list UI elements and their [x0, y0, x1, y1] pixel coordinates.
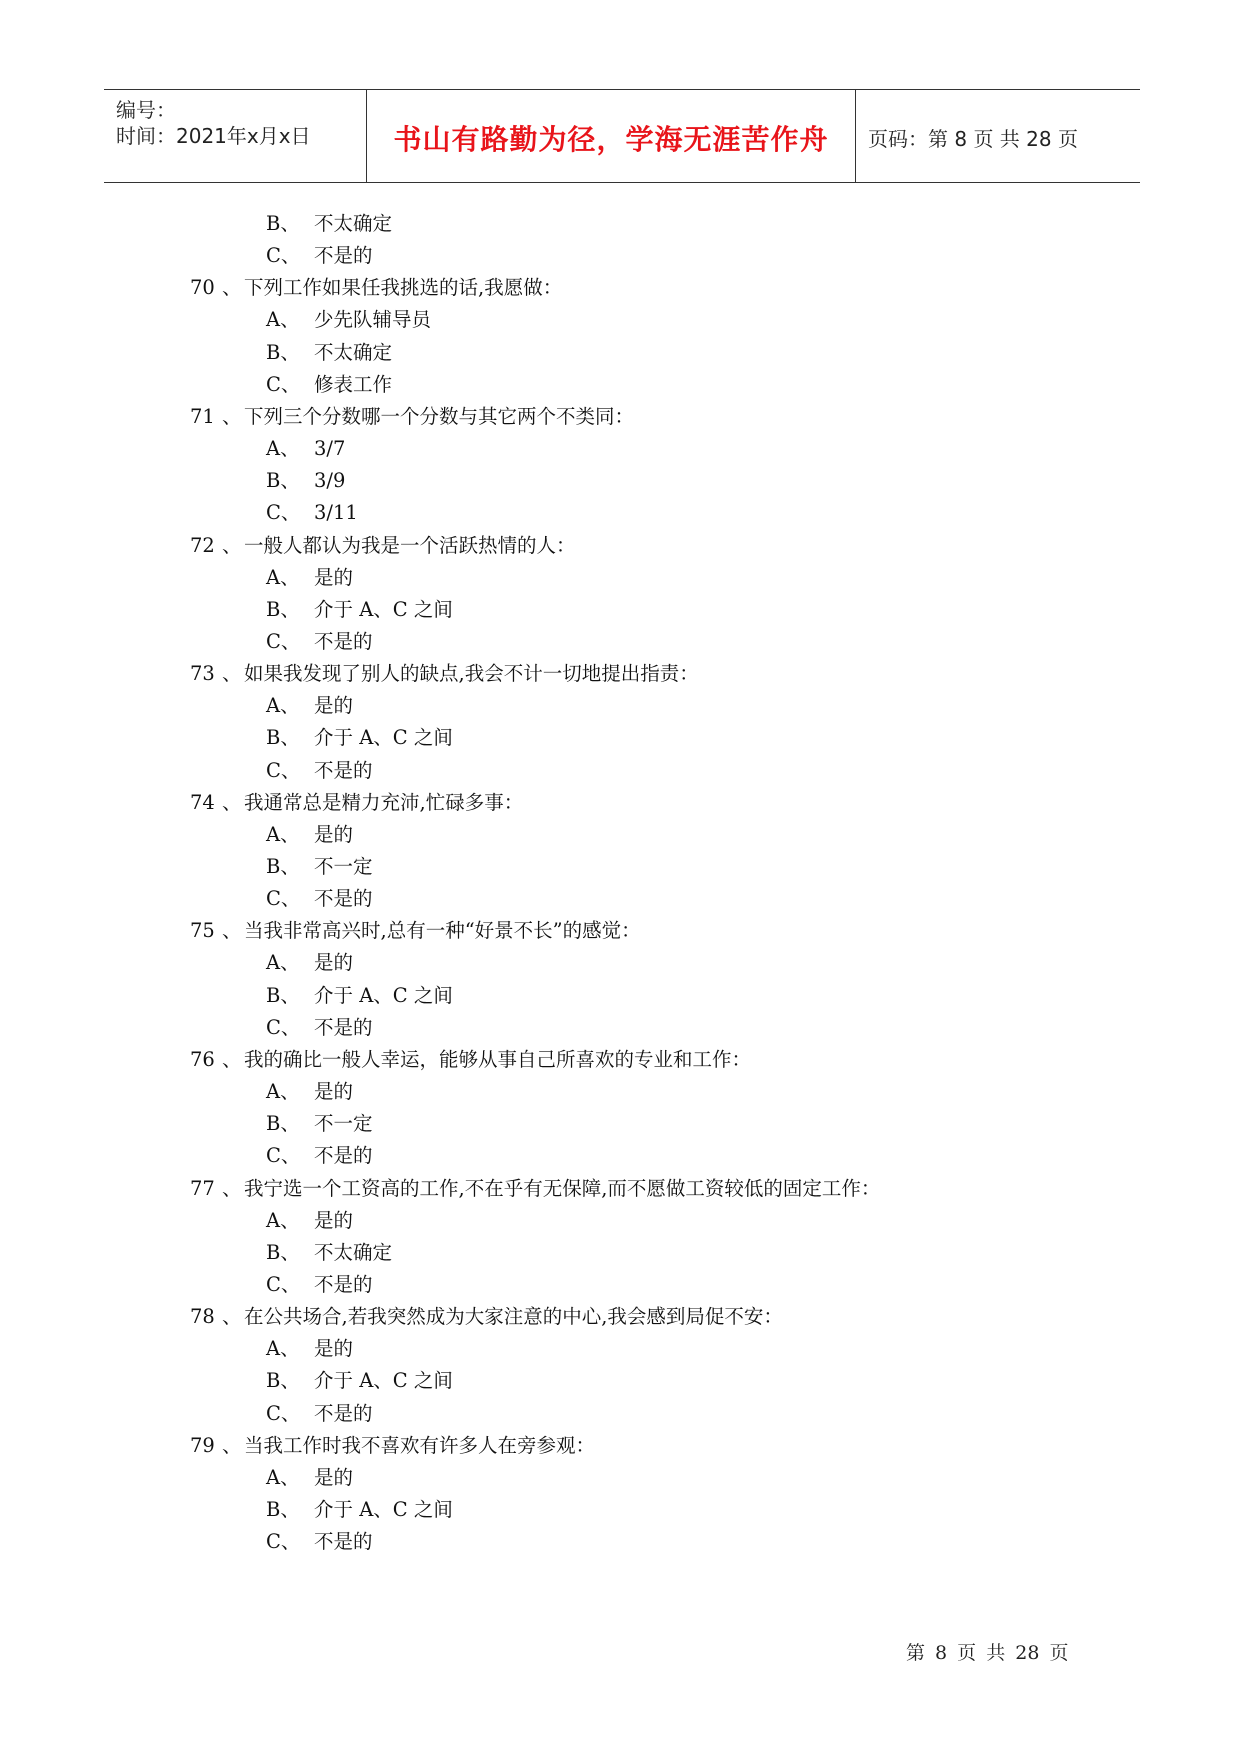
option-letter: B、 [266, 1240, 300, 1264]
option-text: 不是的 [314, 758, 373, 782]
option-letter: C、 [266, 1144, 301, 1168]
option-text: 不一定 [314, 1112, 373, 1136]
option-text: 是的 [314, 1080, 354, 1103]
option-letter: A、 [266, 1337, 300, 1361]
question-separator: 、 [222, 1305, 242, 1329]
option-letter: A、 [266, 822, 300, 846]
option-text: 是的 [314, 1337, 354, 1361]
question-number: 75 [190, 919, 215, 943]
header-page-cell [856, 90, 1140, 182]
option-letter: C、 [266, 758, 301, 782]
option-letter: B、 [266, 597, 300, 621]
option-letter: A、 [266, 1465, 300, 1489]
option-text: 介于 A、C 之间 [314, 1369, 453, 1393]
option-text: 不是的 [314, 244, 373, 268]
question-text: 下列工作如果任我挑选的话,我愿做： [244, 276, 563, 300]
question-number: 76 [190, 1047, 215, 1071]
option-text: 是的 [314, 694, 354, 718]
option-letter: C、 [266, 630, 301, 653]
question-number: 71 [190, 404, 215, 428]
option-text: 不太确定 [314, 1240, 393, 1264]
page-header [104, 89, 1140, 183]
option-letter: A、 [266, 694, 300, 718]
option-letter: B、 [266, 212, 300, 235]
option-text: 3/9 [314, 469, 346, 493]
option-letter: B、 [266, 983, 300, 1007]
option-letter: C、 [266, 244, 301, 268]
question-text: 在公共场合,若我突然成为大家注意的中心,我会感到局促不安： [244, 1305, 783, 1329]
option-text: 不是的 [314, 1401, 373, 1425]
option-letter: A、 [266, 565, 300, 589]
option-letter: C、 [266, 501, 301, 525]
option-letter: C、 [266, 372, 301, 396]
header-info-cell [104, 90, 367, 182]
question-separator: 、 [222, 790, 242, 814]
option-text: 少先队辅导员 [314, 308, 432, 332]
question-text: 如果我发现了别人的缺点,我会不计一切地提出指责： [244, 662, 699, 686]
option-text: 是的 [314, 822, 354, 846]
option-letter: C、 [266, 887, 301, 911]
option-text: 介于 A、C 之间 [314, 597, 453, 621]
option-text: 3/11 [314, 501, 358, 525]
question-text: 当我工作时我不喜欢有许多人在旁参观： [244, 1433, 596, 1457]
option-text: 不一定 [314, 855, 373, 878]
question-separator: 、 [222, 1433, 242, 1457]
option-text: 是的 [314, 1465, 354, 1489]
question-number: 78 [190, 1305, 215, 1329]
option-text: 介于 A、C 之间 [314, 983, 453, 1007]
option-letter: B、 [266, 1369, 300, 1393]
option-text: 是的 [314, 1208, 354, 1232]
header-motto-cell [367, 90, 856, 182]
option-letter: A、 [266, 1208, 300, 1232]
question-number: 74 [190, 790, 215, 814]
question-text: 当我非常高兴时,总有一种“好景不长”的感觉： [244, 919, 641, 943]
option-text: 不是的 [314, 887, 373, 911]
question-text: 我通常总是精力充沛,忙碌多事： [244, 790, 524, 814]
option-letter: A、 [266, 1080, 300, 1103]
option-text: 不是的 [314, 1530, 373, 1554]
option-text: 不太确定 [314, 340, 393, 364]
option-letter: C、 [266, 1401, 301, 1425]
option-letter: B、 [266, 855, 300, 878]
question-number: 70 [190, 276, 215, 300]
question-separator: 、 [222, 533, 242, 557]
question-separator: 、 [222, 919, 242, 943]
option-text: 修表工作 [314, 372, 393, 396]
option-letter: B、 [266, 1112, 300, 1136]
question-number: 77 [190, 1176, 215, 1200]
option-letter: A、 [266, 951, 300, 975]
option-letter: B、 [266, 726, 300, 750]
option-text: 不是的 [314, 630, 373, 653]
option-letter: C、 [266, 1015, 301, 1039]
question-separator: 、 [222, 662, 242, 686]
document-number-label: 编号： [116, 98, 176, 122]
question-separator: 、 [222, 404, 242, 428]
option-letter: A、 [266, 437, 300, 460]
question-text: 我的确比一般人幸运，能够从事自己所喜欢的专业和工作： [244, 1047, 752, 1071]
option-text: 3/7 [314, 437, 346, 460]
option-text: 是的 [314, 565, 354, 589]
option-text: 不太确定 [314, 212, 393, 235]
question-separator: 、 [222, 276, 242, 300]
option-letter: C、 [266, 1530, 301, 1554]
question-separator: 、 [222, 1047, 242, 1071]
question-text: 下列三个分数哪一个分数与其它两个不类同： [244, 404, 635, 428]
option-text: 不是的 [314, 1015, 373, 1039]
option-letter: C、 [266, 1273, 301, 1296]
header-motto: 书山有路勤为径，学海无涯苦作舟 [393, 123, 829, 156]
option-text: 介于 A、C 之间 [314, 1498, 453, 1521]
option-letter: A、 [266, 308, 300, 332]
question-number: 73 [190, 662, 215, 686]
option-letter: B、 [266, 1498, 300, 1521]
header-page-code: 页码：第 8 页 共 28 页 [868, 127, 1078, 151]
option-text: 不是的 [314, 1144, 373, 1168]
question-text: 一般人都认为我是一个活跃热情的人： [244, 533, 576, 557]
question-number: 79 [190, 1433, 215, 1457]
option-text: 是的 [314, 951, 354, 975]
option-letter: B、 [266, 469, 300, 493]
question-separator: 、 [222, 1176, 242, 1200]
document-time-label: 时间：2021年x月x日 [116, 124, 311, 148]
question-text: 我宁选一个工资高的工作,不在乎有无保障,而不愿做工资较低的固定工作： [244, 1176, 881, 1200]
option-text: 不是的 [314, 1273, 373, 1296]
option-text: 介于 A、C 之间 [314, 726, 453, 750]
question-number: 72 [190, 533, 215, 557]
page-footer: 第 8 页 共 28 页 [906, 1642, 1069, 1664]
option-letter: B、 [266, 340, 300, 364]
